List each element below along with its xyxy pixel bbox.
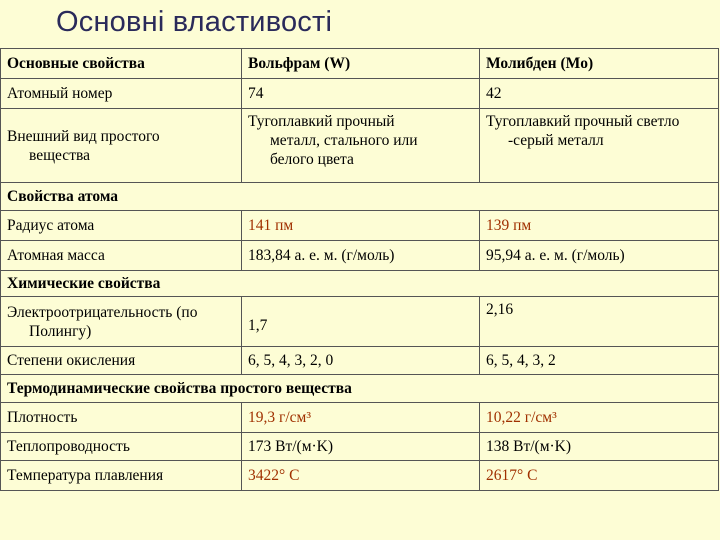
molybdenum-value: 10,22 г/см³ xyxy=(480,403,719,433)
section-chemical: Химические свойства xyxy=(1,271,719,297)
tungsten-value: 173 Вт/(м·K) xyxy=(242,433,480,461)
molybdenum-value: 95,94 а. е. м. (г/моль) xyxy=(480,241,719,271)
section-thermodynamic: Термодинамические свойства простого вещества xyxy=(1,375,719,403)
row-label: Плотность xyxy=(1,403,242,433)
molybdenum-value: 42 xyxy=(480,79,719,109)
row-label: Атомный номер xyxy=(1,79,242,109)
molybdenum-value xyxy=(480,109,719,183)
tungsten-value: 19,3 г/см³ xyxy=(242,403,480,433)
table-row xyxy=(1,241,719,271)
table-row xyxy=(1,403,719,433)
section-row xyxy=(1,375,719,403)
value-line: белого цвета xyxy=(270,151,354,168)
label-line: Внешний вид простого xyxy=(7,127,160,145)
molybdenum-value: 2,16 xyxy=(480,297,719,347)
section-row xyxy=(1,271,719,297)
row-label xyxy=(1,297,242,347)
tungsten-value: 183,84 а. е. м. (г/моль) xyxy=(242,241,480,271)
molybdenum-value: 2617° C xyxy=(480,461,719,491)
value-line: металл, стального или xyxy=(270,132,418,149)
table-row xyxy=(1,211,719,241)
molybdenum-value: 139 пм xyxy=(480,211,719,241)
label-line: Полингу) xyxy=(29,322,92,340)
molybdenum-value: 138 Вт/(м·K) xyxy=(480,433,719,461)
row-label: Атомная масса xyxy=(1,241,242,271)
tungsten-value: 74 xyxy=(242,79,480,109)
table-row xyxy=(1,433,719,461)
table-row xyxy=(1,79,719,109)
row-label: Теплопроводность xyxy=(1,433,242,461)
table-row xyxy=(1,461,719,491)
table-row xyxy=(1,347,719,375)
header-row xyxy=(1,49,719,79)
slide-title: Основні властивості xyxy=(56,6,333,38)
section-row xyxy=(1,183,719,211)
properties-table xyxy=(0,48,719,491)
tungsten-value: 1,7 xyxy=(242,297,480,347)
tungsten-value xyxy=(242,109,480,183)
row-label: Радиус атома xyxy=(1,211,242,241)
table-row xyxy=(1,109,719,183)
tungsten-value: 6, 5, 4, 3, 2, 0 xyxy=(242,347,480,375)
header-properties: Основные свойства xyxy=(1,49,242,79)
section-atom: Свойства атома xyxy=(1,183,719,211)
value-line: -серый металл xyxy=(508,132,604,149)
table-row xyxy=(1,297,719,347)
row-label xyxy=(1,109,242,183)
value-line: Тугоплавкий прочный светло xyxy=(486,113,680,130)
value-line: Тугоплавкий прочный xyxy=(248,113,395,130)
tungsten-value: 141 пм xyxy=(242,211,480,241)
tungsten-value: 3422° C xyxy=(242,461,480,491)
row-label: Температура плавления xyxy=(1,461,242,491)
molybdenum-value: 6, 5, 4, 3, 2 xyxy=(480,347,719,375)
label-line: Электроотрицательность (по xyxy=(7,303,198,321)
label-line: вещества xyxy=(29,146,90,164)
row-label: Степени окисления xyxy=(1,347,242,375)
header-tungsten: Вольфрам (W) xyxy=(242,49,480,79)
header-molybdenum: Молибден (Mo) xyxy=(480,49,719,79)
